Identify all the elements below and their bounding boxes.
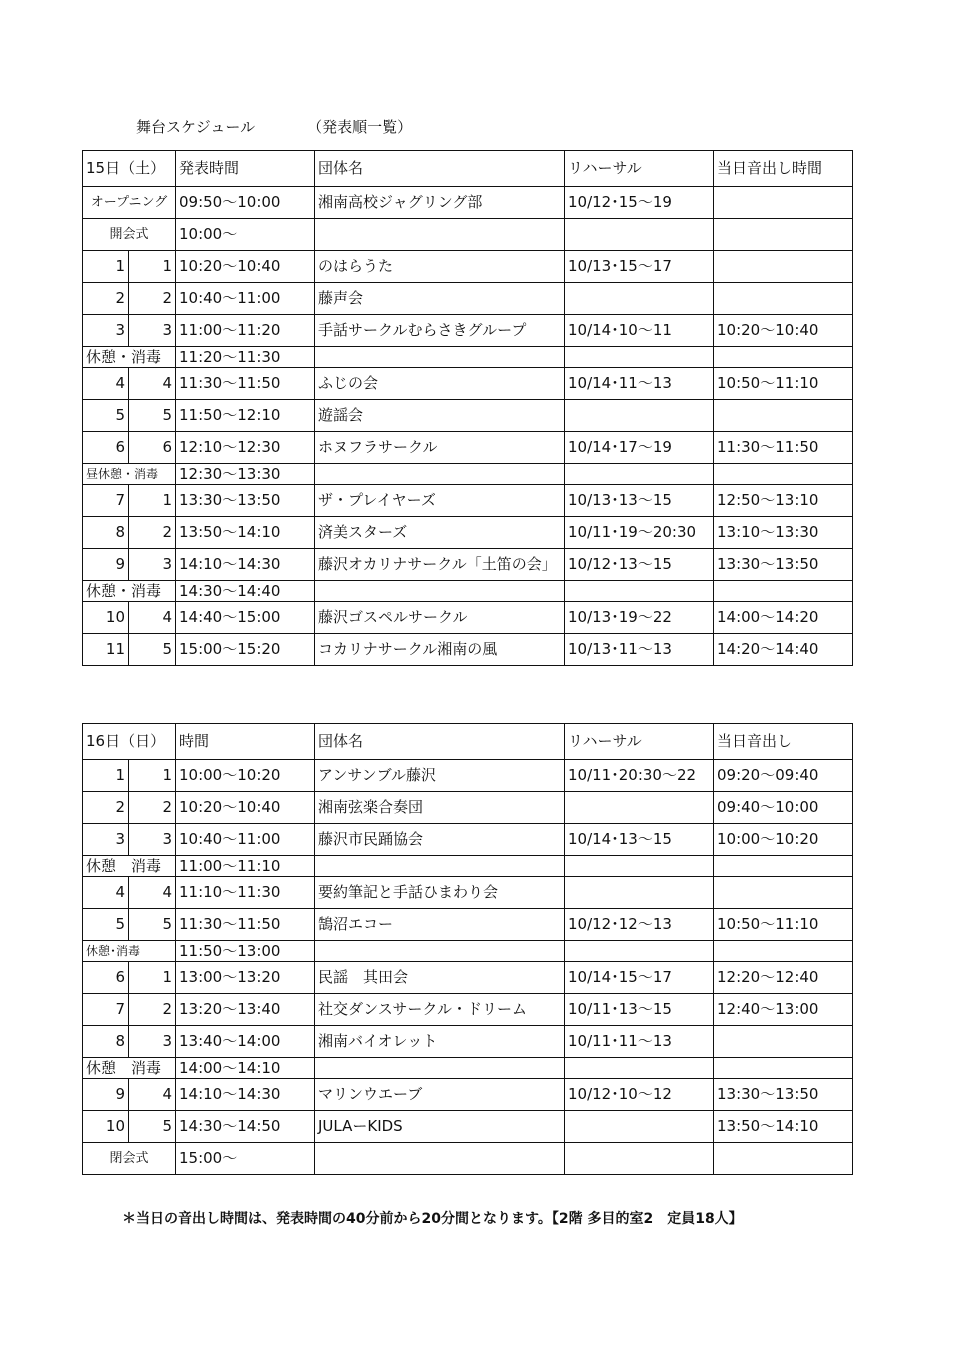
group-name: アンサンブル藤沢 [315, 760, 565, 792]
header-time: 発表時間 [176, 151, 315, 187]
order-number: 7 [83, 485, 129, 517]
ceremony-row [83, 1143, 853, 1175]
group-name: 藤沢オカリナサークル「土笛の会」 [315, 549, 565, 581]
session-number: 6 [129, 432, 176, 464]
sound-check-time [714, 219, 853, 251]
session-number: 4 [129, 1079, 176, 1111]
group-name: 湘南高校ジャグリング部 [315, 187, 565, 219]
group-name: 社交ダンスサークル・ドリーム [315, 994, 565, 1026]
rehearsal-time [565, 1111, 714, 1143]
empty-cell [565, 941, 714, 962]
rehearsal-time: 10/12･15～19 [565, 187, 714, 219]
order-number: 9 [83, 1079, 129, 1111]
performance-row [83, 792, 853, 824]
performance-row [83, 1026, 853, 1058]
sound-check-time [714, 1026, 853, 1058]
group-name: ザ・プレイヤーズ [315, 485, 565, 517]
performance-time: 10:40～11:00 [176, 283, 315, 315]
performance-time: 11:50～12:10 [176, 400, 315, 432]
break-time: 11:20～11:30 [176, 347, 315, 368]
group-name: 藤声会 [315, 283, 565, 315]
group-name: のはらうた [315, 251, 565, 283]
sound-check-time: 10:50～11:10 [714, 368, 853, 400]
sound-check-time: 09:40～10:00 [714, 792, 853, 824]
performance-row [83, 251, 853, 283]
footer-note: ＊当日の音出し時間は、発表時間の40分前から20分間となります。【2階 多目的室2 定員18人】 [122, 1211, 743, 1227]
sound-check-time [714, 400, 853, 432]
sound-check-time [714, 187, 853, 219]
group-name: 湘南弦楽合奏団 [315, 792, 565, 824]
group-name: 要約筆記と手話ひまわり会 [315, 877, 565, 909]
rehearsal-time: 10/14･11～13 [565, 368, 714, 400]
sound-check-time [714, 251, 853, 283]
session-number: 1 [129, 251, 176, 283]
performance-time: 09:50～10:00 [176, 187, 315, 219]
group-name: ふじの会 [315, 368, 565, 400]
performance-time: 10:20～10:40 [176, 251, 315, 283]
session-number: 5 [129, 634, 176, 666]
rehearsal-time [565, 1143, 714, 1175]
sound-check-time: 09:20～09:40 [714, 760, 853, 792]
rehearsal-time: 10/14･15～17 [565, 962, 714, 994]
empty-cell [315, 464, 565, 485]
performance-time: 10:20～10:40 [176, 792, 315, 824]
group-name [315, 219, 565, 251]
performance-row [83, 824, 853, 856]
order-number: 6 [83, 962, 129, 994]
order-number: 8 [83, 517, 129, 549]
performance-time: 11:10～11:30 [176, 877, 315, 909]
performance-time: 10:00～10:20 [176, 760, 315, 792]
empty-cell [714, 856, 853, 877]
performance-time: 11:00～11:20 [176, 315, 315, 347]
order-number: 1 [83, 760, 129, 792]
rehearsal-time: 10/14･17～19 [565, 432, 714, 464]
rehearsal-time: 10/12･12～13 [565, 909, 714, 941]
order-number: 4 [83, 368, 129, 400]
rehearsal-time: 10/11･11～13 [565, 1026, 714, 1058]
break-row [83, 347, 853, 368]
rehearsal-time: 10/12･10～12 [565, 1079, 714, 1111]
sound-check-time: 13:30～13:50 [714, 1079, 853, 1111]
empty-cell [315, 581, 565, 602]
order-number: 2 [83, 283, 129, 315]
day1-schedule-table [82, 150, 853, 666]
sound-check-time: 13:30～13:50 [714, 549, 853, 581]
performance-time: 14:40～15:00 [176, 602, 315, 634]
order-number: 7 [83, 994, 129, 1026]
rehearsal-time: 10/12･13～15 [565, 549, 714, 581]
event-label: 開会式 [83, 219, 176, 251]
sound-check-time: 13:50～14:10 [714, 1111, 853, 1143]
header-row [83, 724, 853, 760]
sound-check-time [714, 877, 853, 909]
break-row [83, 464, 853, 485]
rehearsal-time: 10/11･13～15 [565, 994, 714, 1026]
performance-time: 10:00～ [176, 219, 315, 251]
order-number: 6 [83, 432, 129, 464]
header-sound: 当日音出し [714, 724, 853, 760]
session-number: 3 [129, 315, 176, 347]
sound-check-time: 10:20～10:40 [714, 315, 853, 347]
group-name: 済美スターズ [315, 517, 565, 549]
break-label: 休憩・消毒 [83, 347, 176, 368]
break-time: 11:00～11:10 [176, 856, 315, 877]
header-sound: 当日音出し時間 [714, 151, 853, 187]
performance-row [83, 760, 853, 792]
session-number: 2 [129, 283, 176, 315]
performance-row [83, 1111, 853, 1143]
rehearsal-time [565, 877, 714, 909]
day2-schedule-table [82, 723, 853, 1175]
empty-cell [565, 464, 714, 485]
empty-cell [714, 1058, 853, 1079]
group-name: 遊謡会 [315, 400, 565, 432]
performance-time: 13:50～14:10 [176, 517, 315, 549]
order-number: 9 [83, 549, 129, 581]
performance-time: 11:30～11:50 [176, 909, 315, 941]
group-name: コカリナサークル湘南の風 [315, 634, 565, 666]
sound-check-time: 14:20～14:40 [714, 634, 853, 666]
rehearsal-time: 10/13･13～15 [565, 485, 714, 517]
rehearsal-time [565, 792, 714, 824]
order-number: 11 [83, 634, 129, 666]
performance-row [83, 283, 853, 315]
session-number: 1 [129, 760, 176, 792]
break-time: 12:30～13:30 [176, 464, 315, 485]
group-name: マリンウエーブ [315, 1079, 565, 1111]
event-label: 閉会式 [83, 1143, 176, 1175]
group-name: ホヌフラサークル [315, 432, 565, 464]
break-row [83, 1058, 853, 1079]
performance-time: 13:30～13:50 [176, 485, 315, 517]
session-number: 4 [129, 602, 176, 634]
empty-cell [714, 581, 853, 602]
group-name: 藤沢ゴスペルサークル [315, 602, 565, 634]
break-time: 11:50～13:00 [176, 941, 315, 962]
group-name: 鵠沼エコー [315, 909, 565, 941]
order-number: 10 [83, 1111, 129, 1143]
session-number: 5 [129, 1111, 176, 1143]
break-time: 14:30～14:40 [176, 581, 315, 602]
order-number: 10 [83, 602, 129, 634]
session-number: 2 [129, 994, 176, 1026]
session-number: 4 [129, 368, 176, 400]
title-main: 舞台スケジュール [136, 118, 256, 136]
session-number: 2 [129, 517, 176, 549]
performance-time: 11:30～11:50 [176, 368, 315, 400]
header-rehearsal: リハーサル [565, 724, 714, 760]
sound-check-time [714, 1143, 853, 1175]
group-name: JULAーKIDS [315, 1111, 565, 1143]
break-row [83, 941, 853, 962]
break-label: 休憩 消毒 [83, 856, 176, 877]
rehearsal-time: 10/11･20:30～22 [565, 760, 714, 792]
session-number: 5 [129, 909, 176, 941]
empty-cell [315, 856, 565, 877]
performance-time: 12:10～12:30 [176, 432, 315, 464]
performance-time: 14:10～14:30 [176, 549, 315, 581]
empty-cell [565, 856, 714, 877]
session-number: 4 [129, 877, 176, 909]
rehearsal-time: 10/14･13～15 [565, 824, 714, 856]
header-row [83, 151, 853, 187]
rehearsal-time: 10/14･10～11 [565, 315, 714, 347]
performance-row [83, 994, 853, 1026]
performance-row [83, 877, 853, 909]
performance-time: 13:40～14:00 [176, 1026, 315, 1058]
header-day: 15日（土） [83, 151, 176, 187]
performance-row [83, 634, 853, 666]
performance-row [83, 368, 853, 400]
page-title [136, 116, 412, 137]
performance-row [83, 315, 853, 347]
performance-time: 13:00～13:20 [176, 962, 315, 994]
group-name: 手話サークルむらさきグループ [315, 315, 565, 347]
title-sub: （発表順一覧） [307, 118, 413, 136]
order-number: 1 [83, 251, 129, 283]
session-number: 3 [129, 549, 176, 581]
break-row [83, 581, 853, 602]
break-row [83, 856, 853, 877]
performance-row [83, 432, 853, 464]
header-day: 16日（日） [83, 724, 176, 760]
header-time: 時間 [176, 724, 315, 760]
group-name: 民謡 其田会 [315, 962, 565, 994]
header-rehearsal: リハーサル [565, 151, 714, 187]
ceremony-row [83, 219, 853, 251]
event-label: オープニング [83, 187, 176, 219]
break-label: 昼休憩・消毒 [83, 464, 176, 485]
order-number: 4 [83, 877, 129, 909]
empty-cell [315, 1058, 565, 1079]
performance-row [83, 400, 853, 432]
sound-check-time: 12:50～13:10 [714, 485, 853, 517]
rehearsal-time [565, 283, 714, 315]
session-number: 3 [129, 1026, 176, 1058]
empty-cell [565, 581, 714, 602]
rehearsal-time [565, 400, 714, 432]
performance-row [83, 549, 853, 581]
performance-row [83, 602, 853, 634]
empty-cell [315, 941, 565, 962]
session-number: 1 [129, 485, 176, 517]
rehearsal-time: 10/13･11～13 [565, 634, 714, 666]
rehearsal-time: 10/13･15～17 [565, 251, 714, 283]
performance-row [83, 1079, 853, 1111]
performance-time: 13:20～13:40 [176, 994, 315, 1026]
sound-check-time: 12:20～12:40 [714, 962, 853, 994]
performance-row [83, 962, 853, 994]
break-time: 14:00～14:10 [176, 1058, 315, 1079]
empty-cell [714, 347, 853, 368]
group-name: 湘南バイオレット [315, 1026, 565, 1058]
break-label: 休憩･消毒 [83, 941, 176, 962]
empty-cell [714, 464, 853, 485]
sound-check-time: 14:00～14:20 [714, 602, 853, 634]
empty-cell [565, 1058, 714, 1079]
sound-check-time [714, 283, 853, 315]
empty-cell [315, 347, 565, 368]
order-number: 3 [83, 315, 129, 347]
break-label: 休憩・消毒 [83, 581, 176, 602]
empty-cell [714, 941, 853, 962]
session-number: 2 [129, 792, 176, 824]
session-number: 1 [129, 962, 176, 994]
sound-check-time: 11:30～11:50 [714, 432, 853, 464]
performance-time: 14:10～14:30 [176, 1079, 315, 1111]
rehearsal-time [565, 219, 714, 251]
break-label: 休憩 消毒 [83, 1058, 176, 1079]
sound-check-time: 13:10～13:30 [714, 517, 853, 549]
sound-check-time: 12:40～13:00 [714, 994, 853, 1026]
ceremony-row [83, 187, 853, 219]
sound-check-time: 10:50～11:10 [714, 909, 853, 941]
order-number: 5 [83, 400, 129, 432]
rehearsal-time: 10/13･19～22 [565, 602, 714, 634]
performance-time: 14:30～14:50 [176, 1111, 315, 1143]
group-name [315, 1143, 565, 1175]
header-group: 団体名 [315, 151, 565, 187]
sound-check-time: 10:00～10:20 [714, 824, 853, 856]
header-group: 団体名 [315, 724, 565, 760]
performance-row [83, 909, 853, 941]
empty-cell [565, 347, 714, 368]
session-number: 3 [129, 824, 176, 856]
order-number: 2 [83, 792, 129, 824]
performance-row [83, 485, 853, 517]
order-number: 8 [83, 1026, 129, 1058]
order-number: 3 [83, 824, 129, 856]
group-name: 藤沢市民踊協会 [315, 824, 565, 856]
performance-time: 15:00～ [176, 1143, 315, 1175]
performance-time: 15:00～15:20 [176, 634, 315, 666]
order-number: 5 [83, 909, 129, 941]
performance-row [83, 517, 853, 549]
session-number: 5 [129, 400, 176, 432]
performance-time: 10:40～11:00 [176, 824, 315, 856]
rehearsal-time: 10/11･19～20:30 [565, 517, 714, 549]
